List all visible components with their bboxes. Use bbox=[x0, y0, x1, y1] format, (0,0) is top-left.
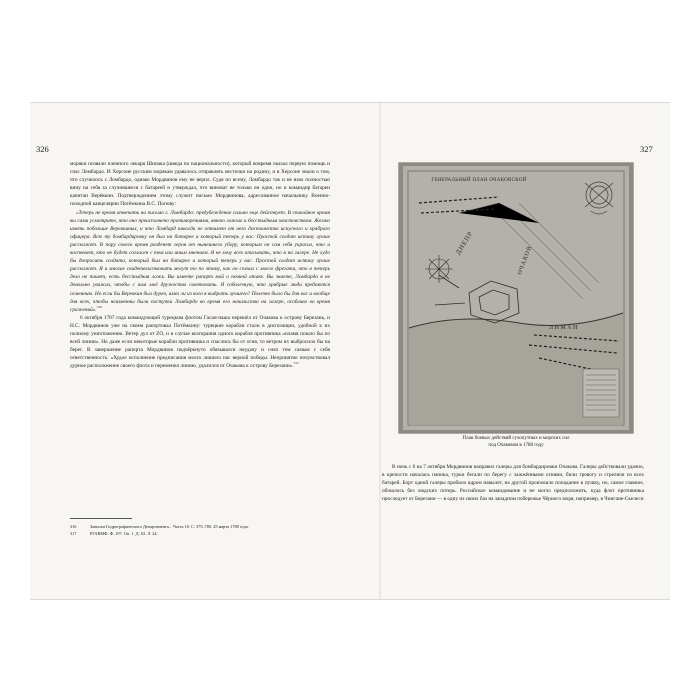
map-label-town: ОЧАКОВ bbox=[517, 244, 534, 276]
map-title: ГЕНЕРАЛЬНЫЙ ПЛАН ОЧАКОВСКОЙ bbox=[431, 178, 527, 183]
footnote-rule bbox=[70, 518, 132, 519]
footnote bbox=[70, 530, 332, 537]
quote-text: «Теперь не время отвечать на письмо г. Ломбардо: предубеждение сильно еще действует. В спокойное время вы сами усмотрите, что оно преисполнено противоречиями, явною ложью и бесстыдным хвастовством. Желаю иметь побольше Веревкиных, и что Ломбард никогда не отнимет от него достоинства искусного и храброго офицера. Всю ту бомбардировку он был на батарее и который теперь у вас. Простой солдат истину лучше расскажет. В пору своего время разденет героя от нынешнего убору, которым он сам себя украсил, что и воспевает, кто не будет согласен с тем или иным мнением. Я не хочу всех описывать, что я на галере. Не худо бы допросить солдата, который был на батарее и который теперь у вас. Простой солдат истину лучше расскажет. Я и многие свидетельствовать могут то по этому, как он съехал с моего фрегата, что я теперь дело не пишет, есть бесстыдная ложь. Вы имеете рапорт мой о ночной атаке. Вы знаете, Ломбарда я не довольно уважал, чтобы с ним моё дружество советовать. Я соболезную, что храбрые люди предаются осмеянию. Но если бы Веревкин был дурен, имел ли из кого я выбрать лучшего? Полезно было бы для вас и вообще для всех, чтобы неизменны были поступки Ломбардо во время его начальства на галере, особливо во время сражений». bbox=[70, 209, 330, 313]
footnote-ref: 317 bbox=[293, 361, 299, 366]
compass-rose bbox=[425, 255, 453, 283]
map-label-river: ДНЕПР bbox=[454, 229, 475, 257]
fortress bbox=[435, 275, 519, 323]
quote-paragraph bbox=[70, 209, 330, 314]
footnote-number: 316 bbox=[70, 524, 77, 529]
map-legend bbox=[583, 369, 619, 417]
footnote-text: РГАВМФ. Ф. 197. Оп. 1. Д. 63. Л. 24. bbox=[90, 531, 158, 536]
paragraph: В ночь с 6 на 7 октября Мордвинов направил галеры для бомбардировки Очакова. Галеры действовали удачно, в крепости началась паника, турки бегали по берегу с зажжёнными огнями, били тревогу и стреляли из всех батарей. Борт одной галеры пробило ядром навылет, на другой произошло попадание в пушку, но, самое главное, обошлось без людских потерь. Российское командование и не могло предположить, куда флот противника проследует от Березани — в одну из своих баз на западном побережье Чёрного моря, например, в Чингане-Скелеси bbox=[382, 464, 644, 503]
page-number-right: 327 bbox=[640, 144, 653, 154]
map-drawing bbox=[399, 163, 633, 433]
footnote-number: 317 bbox=[70, 531, 77, 536]
historical-map-figure bbox=[399, 163, 633, 433]
page-number-left: 326 bbox=[36, 144, 49, 154]
caption-line: под Очаковом в 1788 году bbox=[488, 442, 544, 448]
caption-line: План боевых действий сухопутных и морских сил bbox=[462, 436, 570, 441]
figure-caption bbox=[399, 436, 633, 450]
paragraph-text: 6 октября 1787 года командующий турецким флотом Гасан-паша перешёл от Очакова к острову Березань, и Н.С. Мордвинов уже на своем рапортовал Потёмкину: турецкие корабли стали в диспозиции, удобной к их полному уничтожению. Ветер дул от ZO, и в случае возгорания одного корабля противника «пламя пошло бы по всей линии». Но даже если некоторые корабли противника и спаслись бы от огня, то ветром их выбросило бы на берег. В завершение рапорта Мордвинов подчёркнуто обязывался неудачу и снял тем самым с себя ответственность: «Худое исполнение предписания моего лишило нас верной победы. Непринятие почувствовал дурное расположение своего флота и переменил линию, удалился от Очакова к острову Березани». bbox=[70, 314, 330, 370]
map-label-liman: ЛИМАН bbox=[549, 325, 579, 331]
gutter bbox=[379, 103, 381, 599]
paragraph: моряки позвали пленного лекаря Шипака (шведа по национальности), который вовремя оказал первую помощь и спас Ломбардо. И Херсоне русским морякам удавалось отправлять весточки на родину, и в Херсоне знали о том, что случилось с Ломбардо, однако Мордвинов ему не верил. Судя по всему, Ломбардо так и не взял полностью вину на себя за случившееся с батареей и утверждал, что виноват не только он один, но и командир батареи капитан Верёвкин. Подтверждением этому служит письмо Мордвинова, адресованное начальнику Военно-походной канцелярии Потёмкина В.С. Попову: bbox=[70, 161, 330, 208]
left-text-column bbox=[70, 160, 330, 370]
right-text-column bbox=[382, 463, 644, 503]
cartouche-emblem bbox=[585, 182, 613, 214]
footnotes bbox=[70, 523, 332, 537]
footnote bbox=[70, 523, 332, 530]
paragraph bbox=[70, 314, 330, 371]
footnote-text: Записки Гидрографического Департамента... Часть 10. С. 379–780. 25 марта 1788 года. bbox=[90, 524, 249, 529]
footnote-ref: 316 bbox=[96, 304, 103, 309]
